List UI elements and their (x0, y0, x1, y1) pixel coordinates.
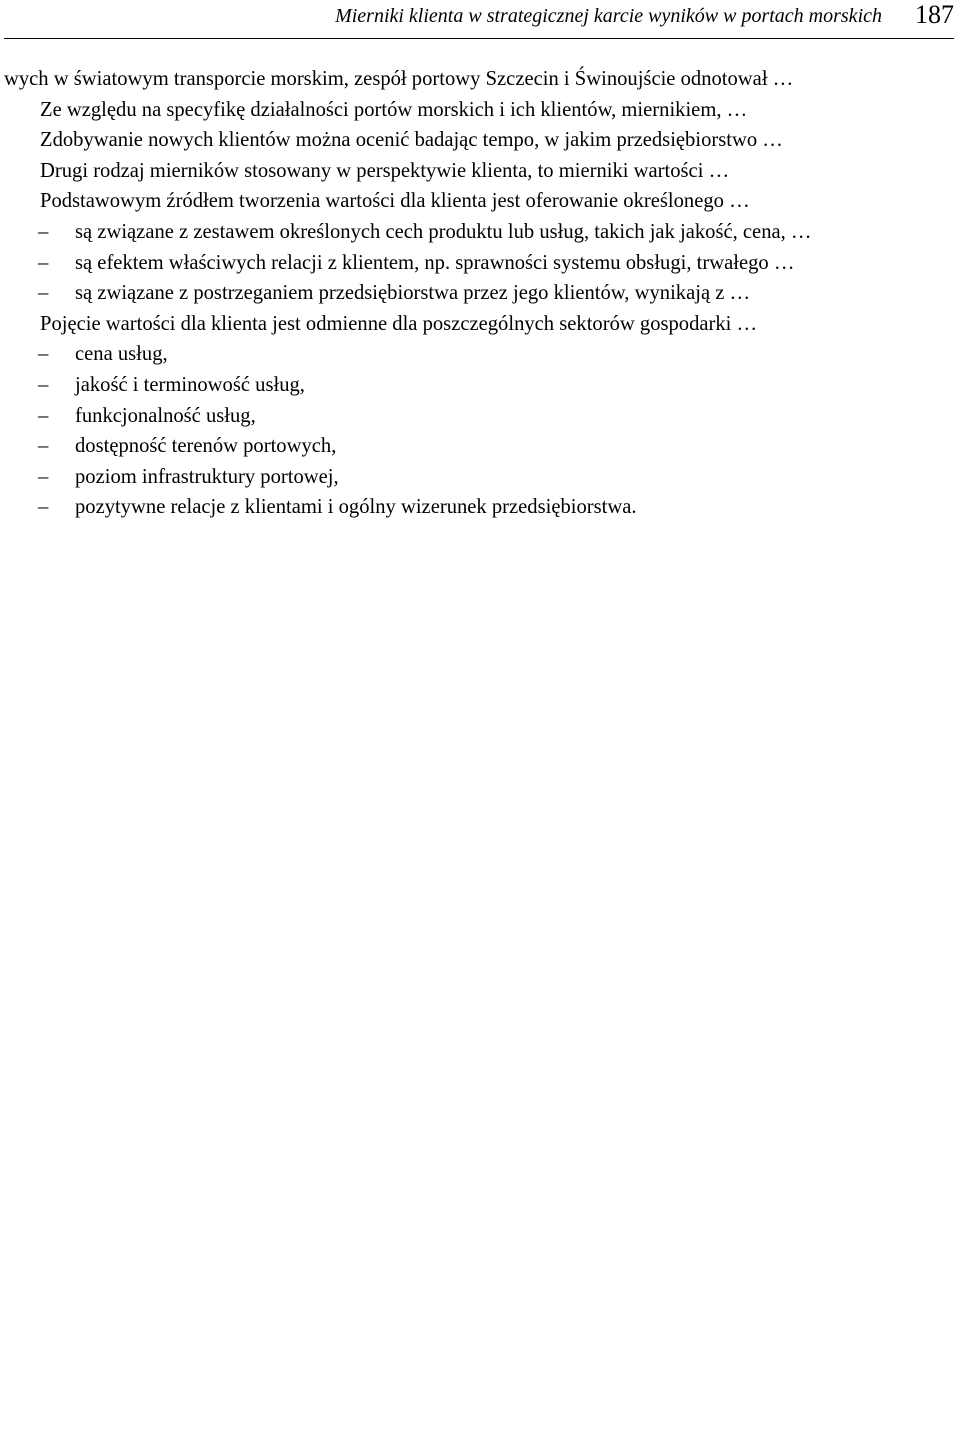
dash-bullet: – (38, 251, 49, 274)
paragraph-value-sources: Podstawowym źródłem tworzenia wartości dla klienta jest oferowanie określonego … (40, 190, 750, 213)
list-item: – są efektem właściwych relacji z klientem, np. sprawności systemu obsługi, trwałego … (4, 248, 954, 279)
list-item: – są związane z postrzeganiem przedsiębiorstwa przez jego klientów, wynikają z … (4, 278, 954, 309)
paragraph-loyalty-metrics: Ze względu na specyfikę działalności portów morskich i ich klientów, miernikiem, … (40, 98, 748, 121)
list-item: – poziom infrastruktury portowej, (4, 462, 954, 493)
dash-bullet: – (38, 373, 49, 396)
list-item: – pozytywne relacje z klientami i ogólny wizerunek przedsiębiorstwa. (4, 492, 954, 523)
list-item: – jakość i terminowość usług, (4, 370, 954, 401)
dash-bullet: – (38, 282, 49, 305)
page-number: 187 (915, 0, 954, 29)
paragraph-continuation: wych w światowym transporcie morskim, zespół portowy Szczecin i Świnoujście odnotował … (4, 68, 794, 90)
benefit-groups-list (4, 217, 954, 309)
value-attributes-list (4, 339, 954, 523)
running-title: Mierniki klienta w strategicznej karcie wyników w portach morskich (335, 5, 882, 27)
page-header (4, 0, 954, 39)
dash-bullet: – (38, 343, 49, 366)
list-item: – cena usług, (4, 339, 954, 370)
list-item: – dostępność terenów portowych, (4, 431, 954, 462)
list-item: – funkcjonalność usług, (4, 401, 954, 432)
paragraph-new-clients: Zdobywanie nowych klientów można ocenić badając tempo, w jakim przedsiębiorstwo … (40, 129, 783, 152)
list-item: – są związane z zestawem określonych cech produktu lub usług, takich jak jakość, cena, … (4, 217, 954, 248)
paragraph-port-value: Pojęcie wartości dla klienta jest odmienne dla poszczególnych sektorów gospodarki … (40, 312, 758, 335)
page-body (4, 64, 954, 523)
paragraph-value-metrics: Drugi rodzaj mierników stosowany w perspektywie klienta, to mierniki wartości … (40, 159, 730, 182)
dash-bullet: – (38, 220, 49, 243)
dash-bullet: – (38, 404, 49, 427)
dash-bullet: – (38, 465, 49, 488)
dash-bullet: – (38, 496, 49, 519)
dash-bullet: – (38, 435, 49, 458)
